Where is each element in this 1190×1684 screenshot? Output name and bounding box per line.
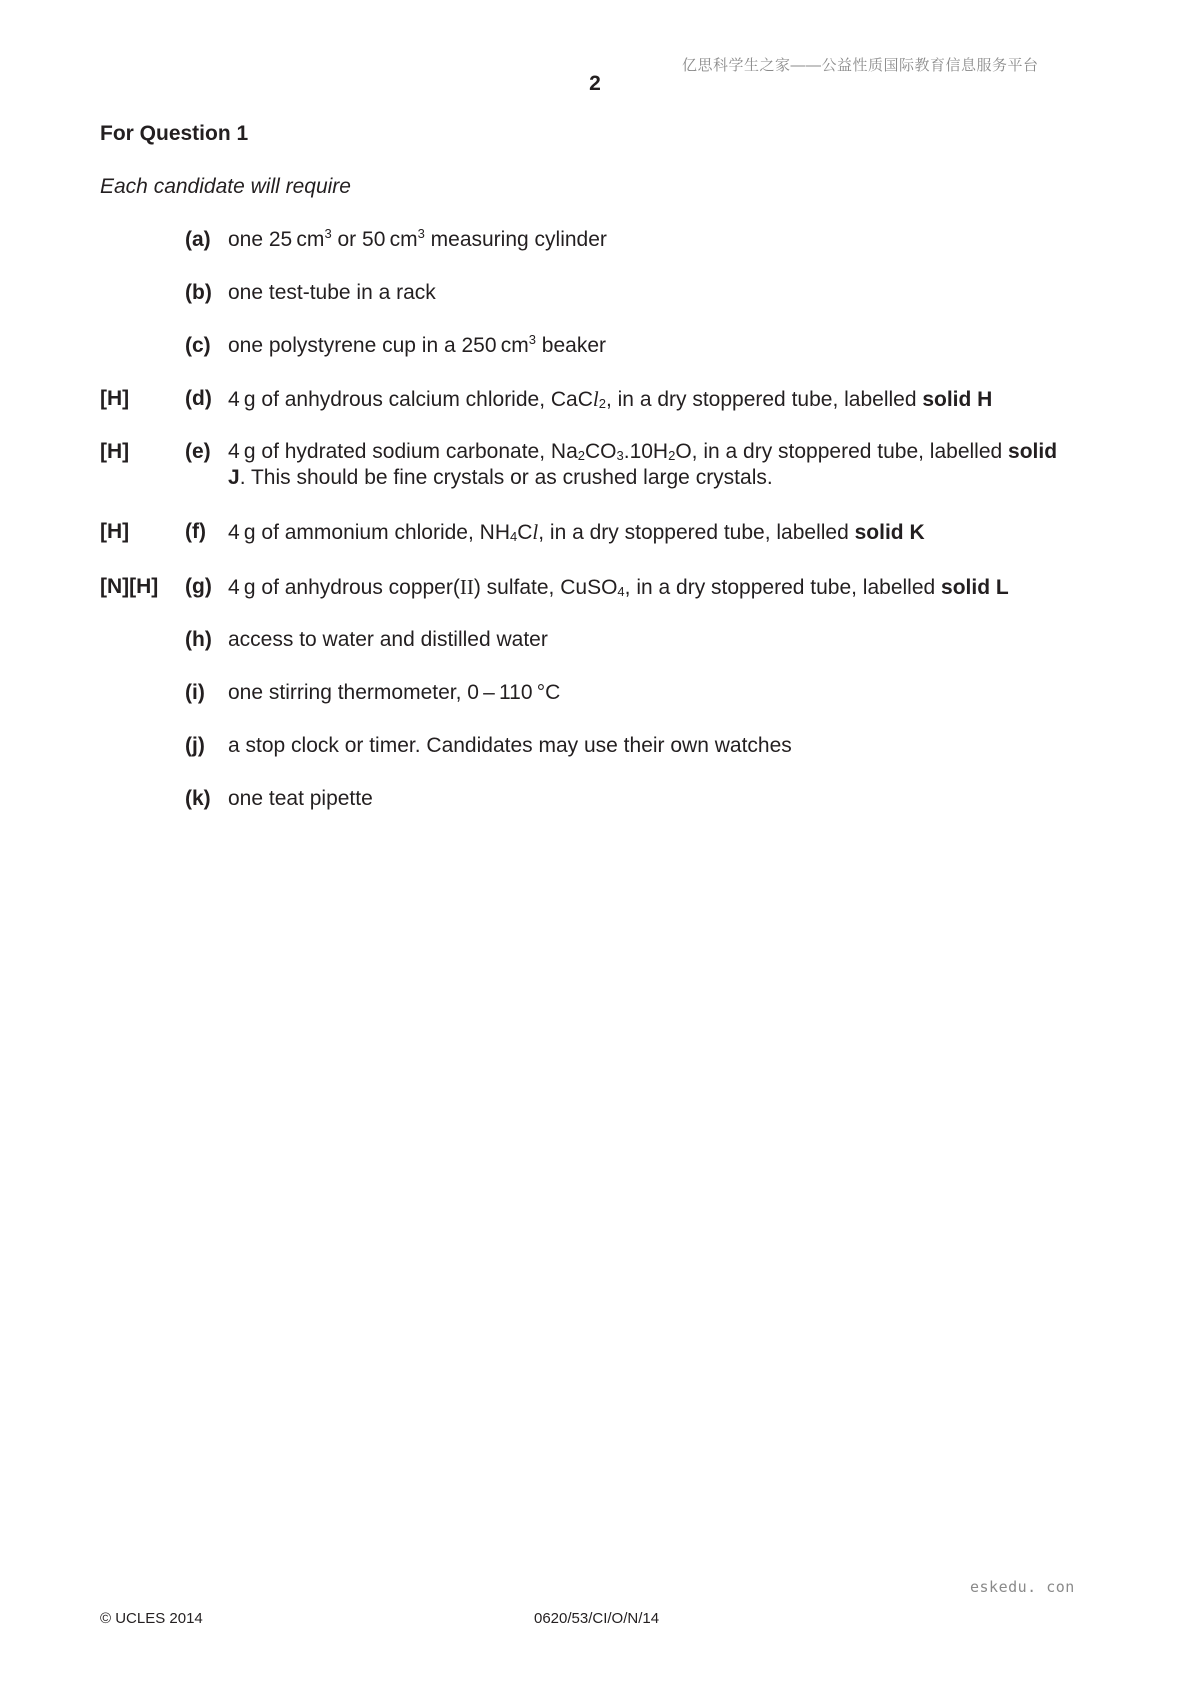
item-letter: (e)	[185, 440, 211, 463]
item-text: one stirring thermometer, 0 – 110 °C	[228, 681, 561, 704]
item-text: 4 g of anhydrous calcium chloride, CaCl$_2$, in a dry stoppered tube, labelled solid H	[228, 387, 993, 411]
item-text: one 25 $cm^3$ or 50 $cm^3$ measuring cylinder	[228, 226, 607, 251]
item-letter: (i)	[185, 681, 205, 704]
item-letter: (c)	[185, 334, 211, 357]
watermark-header: 亿思科学生之家——公益性质国际教育信息服务平台	[682, 57, 1039, 74]
item-letter: (f)	[185, 520, 206, 543]
page-number: 2	[589, 72, 601, 95]
item-letter: (b)	[185, 281, 212, 304]
item-tag: [H]	[100, 520, 130, 543]
item-text: 4 g of anhydrous copper(II) sulfate, CuSO$_4$, in a dry stoppered tube, labelled solid L	[228, 575, 1009, 599]
item-text: 4 g of ammonium chloride, $NH_4Cl$, in a dry stoppered tube, labelled solid K	[228, 520, 925, 544]
item-letter: (k)	[185, 787, 211, 810]
item-letter: (g)	[185, 575, 212, 598]
item-text: one test-tube in a rack	[228, 281, 436, 304]
item-text: access to water and distilled water	[228, 628, 548, 651]
item-text: a stop clock or timer. Candidates may use their own watches	[228, 734, 792, 757]
item-text: one teat pipette	[228, 787, 373, 810]
item-letter: (h)	[185, 628, 212, 651]
copyright: © UCLES 2014	[100, 1610, 203, 1627]
item-tag: [H]	[100, 440, 130, 463]
item-text: 4 g of hydrated sodium carbonate, $Na_2CO_3.10H_2O$, in a dry stoppered tube, labelled solid J. This should be fine crystals or as crushed large crystals.	[228, 440, 1058, 489]
paper-code: 0620/53/CI/O/N/14	[534, 1610, 660, 1627]
question-heading: For Question 1	[100, 122, 249, 145]
item-text: one polystyrene cup in a 250 $cm^3$ beaker	[228, 332, 606, 357]
item-tag: [N][H]	[100, 575, 159, 598]
item-tag: [H]	[100, 387, 130, 410]
item-letter: (d)	[185, 387, 212, 410]
item-letter: (a)	[185, 228, 211, 251]
watermark-footer: eskedu. con	[970, 1578, 1075, 1596]
item-letter: (j)	[185, 734, 205, 757]
intro-text: Each candidate will require	[100, 175, 351, 198]
